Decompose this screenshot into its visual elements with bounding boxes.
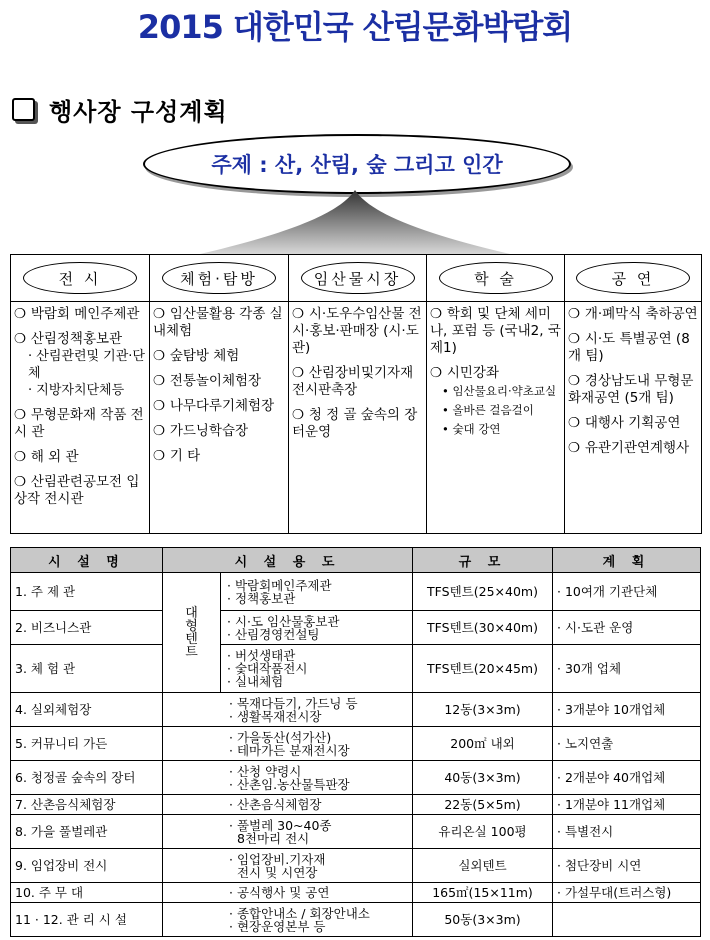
plan-item-list bbox=[427, 302, 564, 439]
theme-text: 주제 : 산, 산림, 숲 그리고 인간 bbox=[211, 153, 503, 177]
plan-item bbox=[14, 474, 147, 508]
event-plan-grid bbox=[10, 254, 702, 534]
column-title: 전 시 bbox=[23, 262, 137, 294]
facility-name: 1. 주 제 관 bbox=[11, 573, 163, 611]
facility-scale: 165㎡(15×11m) bbox=[413, 883, 553, 903]
facility-use-line: · 현장운영본부 등 bbox=[229, 918, 326, 934]
facility-use-line: · 산촌임.농산물특판장 bbox=[229, 776, 350, 792]
facility-scale: 50동(3×3m) bbox=[413, 903, 553, 937]
circle-bullet-icon: ❍ bbox=[568, 415, 585, 431]
circle-bullet-icon: ❍ bbox=[568, 306, 585, 322]
bullet-icon: • bbox=[442, 422, 453, 436]
facility-use-cell bbox=[221, 611, 413, 645]
plan-item bbox=[568, 373, 699, 407]
plan-item-text: 나무다루기체험장 bbox=[169, 398, 275, 414]
plan-column-header bbox=[565, 255, 701, 302]
plan-item-list bbox=[289, 302, 426, 441]
plan-item-list bbox=[150, 302, 288, 465]
facility-name: 2. 비즈니스관 bbox=[11, 611, 163, 645]
circle-bullet-icon: ❍ bbox=[14, 474, 31, 490]
plan-item bbox=[14, 331, 147, 399]
table-row bbox=[11, 761, 701, 795]
plan-item-text: 무형문화재 작품 전 시 관 bbox=[14, 407, 144, 440]
facility-plan: · 30개 업체 bbox=[553, 645, 701, 693]
plan-item-text: 숲탐방 체험 bbox=[169, 348, 240, 364]
plan-item bbox=[14, 306, 147, 323]
column-title: 임산물시장 bbox=[301, 262, 415, 294]
plan-column bbox=[289, 255, 427, 533]
plan-item bbox=[153, 398, 286, 415]
plan-bullet-item bbox=[442, 401, 562, 420]
plan-column-header bbox=[289, 255, 426, 302]
facility-use-line: 전시 및 시연장 bbox=[229, 864, 318, 880]
checkbox-icon bbox=[12, 98, 35, 121]
facility-use-cell bbox=[163, 727, 413, 761]
plan-column bbox=[565, 255, 701, 533]
facility-scale: 22동(5×5m) bbox=[413, 795, 553, 815]
plan-item bbox=[292, 407, 424, 441]
table-row bbox=[11, 645, 701, 693]
plan-item-text: 산림관련공모전 입상작 전시관 bbox=[14, 474, 140, 507]
facility-name: 10. 주 무 대 bbox=[11, 883, 163, 903]
circle-bullet-icon: ❍ bbox=[153, 448, 170, 464]
plan-item-text: 산림장비및기자재 전시판촉장 bbox=[292, 365, 414, 398]
circle-bullet-icon: ❍ bbox=[153, 423, 170, 439]
circle-bullet-icon: ❍ bbox=[430, 306, 447, 322]
table-row bbox=[11, 883, 701, 903]
facility-table bbox=[10, 547, 701, 937]
facility-scale: 12동(3×3m) bbox=[413, 693, 553, 727]
facility-use-cell bbox=[221, 645, 413, 693]
facility-use-cell bbox=[221, 573, 413, 611]
plan-column bbox=[427, 255, 565, 533]
circle-bullet-icon: ❍ bbox=[153, 306, 170, 322]
facility-scale: 40동(3×3m) bbox=[413, 761, 553, 795]
plan-item bbox=[14, 449, 147, 466]
facility-use-line: · 버섯생태관 bbox=[227, 648, 296, 663]
facility-use-line: · 공식행사 및 공연 bbox=[229, 885, 330, 900]
facility-plan bbox=[553, 903, 701, 937]
circle-bullet-icon: ❍ bbox=[153, 373, 170, 389]
theme-oval bbox=[143, 134, 571, 194]
facility-use-line: · 정책홍보관 bbox=[227, 590, 296, 606]
facility-use-line: · 산촌음식체험장 bbox=[229, 797, 322, 812]
facility-scale: 200㎡ 내외 bbox=[413, 727, 553, 761]
plan-item bbox=[568, 331, 699, 365]
facility-name: 4. 실외체험장 bbox=[11, 693, 163, 727]
facility-plan: · 3개분야 10개업체 bbox=[553, 693, 701, 727]
bullet-text: 올바른 걸음걸이 bbox=[452, 403, 534, 417]
circle-bullet-icon: ❍ bbox=[14, 407, 31, 423]
plan-item-text: 해 외 관 bbox=[30, 449, 79, 465]
facility-use-line: · 산림경영컨설팅 bbox=[227, 626, 320, 642]
header-scale: 규 모 bbox=[413, 548, 553, 573]
facility-scale: 유리온실 100평 bbox=[413, 815, 553, 849]
facility-name: 7. 산촌음식체험장 bbox=[11, 795, 163, 815]
table-row bbox=[11, 849, 701, 883]
facility-scale: TFS텐트(20×45m) bbox=[413, 645, 553, 693]
facility-use-line: · 임업장비.기자재 bbox=[229, 851, 326, 867]
facility-plan: · 첨단장비 시연 bbox=[553, 849, 701, 883]
plan-item bbox=[153, 306, 286, 340]
plan-item-text: 임산물활용 각종 실내체험 bbox=[153, 306, 283, 339]
column-title: 공 연 bbox=[576, 262, 690, 294]
plan-item-text: 전통놀이체험장 bbox=[169, 373, 262, 389]
facility-scale: TFS텐트(30×40m) bbox=[413, 611, 553, 645]
plan-column bbox=[150, 255, 289, 533]
facility-name: 9. 임업장비 전시 bbox=[11, 849, 163, 883]
circle-bullet-icon: ❍ bbox=[14, 331, 31, 347]
plan-column-header bbox=[150, 255, 288, 302]
up-arrow-icon bbox=[200, 188, 510, 256]
facility-use-cell bbox=[163, 795, 413, 815]
plan-item bbox=[292, 365, 424, 399]
table-row bbox=[11, 795, 701, 815]
facility-plan: · 10여개 기관단체 bbox=[553, 573, 701, 611]
facility-use-line: · 숯대작품전시 bbox=[227, 661, 308, 676]
circle-bullet-icon: ❍ bbox=[568, 440, 585, 456]
plan-column-header bbox=[11, 255, 149, 302]
facility-use-line: · 풀벌레 30~40종 bbox=[229, 817, 332, 833]
facility-plan: · 1개분야 11개업체 bbox=[553, 795, 701, 815]
circle-bullet-icon: ❍ bbox=[14, 306, 31, 322]
plan-item-text: 경상남도내 무형문화재공연 (5개 팀) bbox=[568, 373, 694, 406]
circle-bullet-icon: ❍ bbox=[568, 331, 585, 347]
plan-item-text: 박람회 메인주제관 bbox=[30, 306, 140, 322]
facility-name: 8. 가을 풀벌레관 bbox=[11, 815, 163, 849]
table-row bbox=[11, 815, 701, 849]
facility-name: 5. 커뮤니티 가든 bbox=[11, 727, 163, 761]
plan-item bbox=[153, 373, 286, 390]
plan-item-list bbox=[11, 302, 149, 508]
facility-use-line: · 시·도 임산물홍보관 bbox=[227, 613, 340, 629]
facility-use-cell bbox=[163, 761, 413, 795]
facility-use-cell bbox=[163, 693, 413, 727]
facility-name: 11 · 12. 관 리 시 설 bbox=[11, 903, 163, 937]
facility-plan: · 특별전시 bbox=[553, 815, 701, 849]
column-title: 체험·탐방 bbox=[162, 262, 276, 294]
facility-use-line: · 목재다듬기, 가드닝 등 bbox=[229, 695, 358, 711]
facility-use-line: 8천마리 전시 bbox=[229, 830, 310, 846]
facility-plan: · 2개분야 40개업체 bbox=[553, 761, 701, 795]
bullet-icon: • bbox=[442, 403, 453, 417]
bullet-text: 숯대 강연 bbox=[452, 422, 501, 436]
table-header-row bbox=[11, 548, 701, 573]
plan-sub-item: · 산림관련및 기관·단체 bbox=[28, 349, 145, 381]
plan-sub-item: · 지방자치단체등 bbox=[28, 383, 125, 398]
merged-tent-label: 대 형 텐 트 bbox=[163, 573, 221, 693]
facility-use-line: · 종합안내소 / 회장안내소 bbox=[229, 905, 370, 921]
plan-item-text: 산림정책홍보관 bbox=[30, 331, 123, 347]
facility-use-line: · 실내체험 bbox=[227, 674, 284, 689]
plan-item-text: 대행사 기획공연 bbox=[584, 415, 681, 431]
header-facility-use: 시 설 용 도 bbox=[163, 548, 413, 573]
facility-plan: · 노지연출 bbox=[553, 727, 701, 761]
plan-item-text: 시민강좌 bbox=[446, 365, 499, 381]
plan-bullet-item bbox=[442, 382, 562, 401]
facility-use-cell bbox=[163, 849, 413, 883]
plan-item bbox=[430, 306, 562, 357]
plan-item bbox=[568, 306, 699, 323]
circle-bullet-icon: ❍ bbox=[568, 373, 585, 389]
facility-use-line: · 산청 약령시 bbox=[229, 763, 302, 779]
plan-item-text: 가드닝학습장 bbox=[169, 423, 249, 439]
circle-bullet-icon: ❍ bbox=[292, 365, 309, 381]
plan-item-text: 학회 및 단체 세미나, 포럼 등 (국내2, 국제1) bbox=[430, 306, 561, 356]
plan-bullet-item bbox=[442, 420, 562, 439]
plan-column bbox=[11, 255, 150, 533]
facility-use-cell bbox=[163, 883, 413, 903]
plan-item-list bbox=[565, 302, 701, 457]
page-title: 2015 대한민국 산림문화박람회 bbox=[137, 8, 573, 46]
circle-bullet-icon: ❍ bbox=[153, 348, 170, 364]
circle-bullet-icon: ❍ bbox=[292, 407, 309, 423]
facility-use-line: · 박람회메인주제관 bbox=[227, 577, 332, 593]
table-row bbox=[11, 693, 701, 727]
plan-item bbox=[568, 415, 699, 432]
circle-bullet-icon: ❍ bbox=[153, 398, 170, 414]
facility-use-line: · 가을동산(석가산) bbox=[229, 729, 332, 745]
plan-item bbox=[153, 448, 286, 465]
bullet-icon: • bbox=[442, 384, 453, 398]
bullet-text: 임산물요리·약초교실 bbox=[452, 384, 557, 398]
plan-item-text: 청 정 골 숲속의 장터운영 bbox=[292, 407, 418, 440]
table-row bbox=[11, 903, 701, 937]
column-title: 학 술 bbox=[439, 262, 553, 294]
plan-item-text: 시·도우수임산물 전시·홍보·판매장 (시·도관) bbox=[292, 306, 422, 356]
circle-bullet-icon: ❍ bbox=[430, 365, 447, 381]
plan-item bbox=[14, 407, 147, 441]
plan-item bbox=[153, 348, 286, 365]
facility-use-line: · 테마가든 분재전시장 bbox=[229, 742, 350, 758]
plan-column-header bbox=[427, 255, 564, 302]
plan-item bbox=[153, 423, 286, 440]
facility-use-line: · 생활목재전시장 bbox=[229, 708, 322, 724]
header-facility-name: 시 설 명 bbox=[11, 548, 163, 573]
plan-item bbox=[568, 440, 699, 457]
facility-use-cell bbox=[163, 815, 413, 849]
facility-name: 6. 청정골 숲속의 장터 bbox=[11, 761, 163, 795]
section-title: 행사장 구성계획 bbox=[49, 98, 228, 126]
plan-item-text: 유관기관연계행사 bbox=[584, 440, 690, 456]
table-row bbox=[11, 573, 701, 611]
table-row bbox=[11, 611, 701, 645]
circle-bullet-icon: ❍ bbox=[292, 306, 309, 322]
facility-plan: · 가설무대(트러스형) bbox=[553, 883, 701, 903]
plan-item-text: 시·도 특별공연 (8개 팀) bbox=[568, 331, 690, 364]
table-row bbox=[11, 727, 701, 761]
facility-use-cell bbox=[163, 903, 413, 937]
plan-item bbox=[430, 365, 562, 439]
facility-scale: TFS텐트(25×40m) bbox=[413, 573, 553, 611]
section-header bbox=[12, 92, 228, 127]
facility-scale: 실외텐트 bbox=[413, 849, 553, 883]
plan-item bbox=[292, 306, 424, 357]
plan-item-text: 개·폐막식 축하공연 bbox=[584, 306, 698, 322]
facility-plan: · 시·도관 운영 bbox=[553, 611, 701, 645]
plan-item-text: 기 타 bbox=[169, 448, 201, 464]
facility-name: 3. 체 험 관 bbox=[11, 645, 163, 693]
circle-bullet-icon: ❍ bbox=[14, 449, 31, 465]
header-plan: 계 획 bbox=[553, 548, 701, 573]
